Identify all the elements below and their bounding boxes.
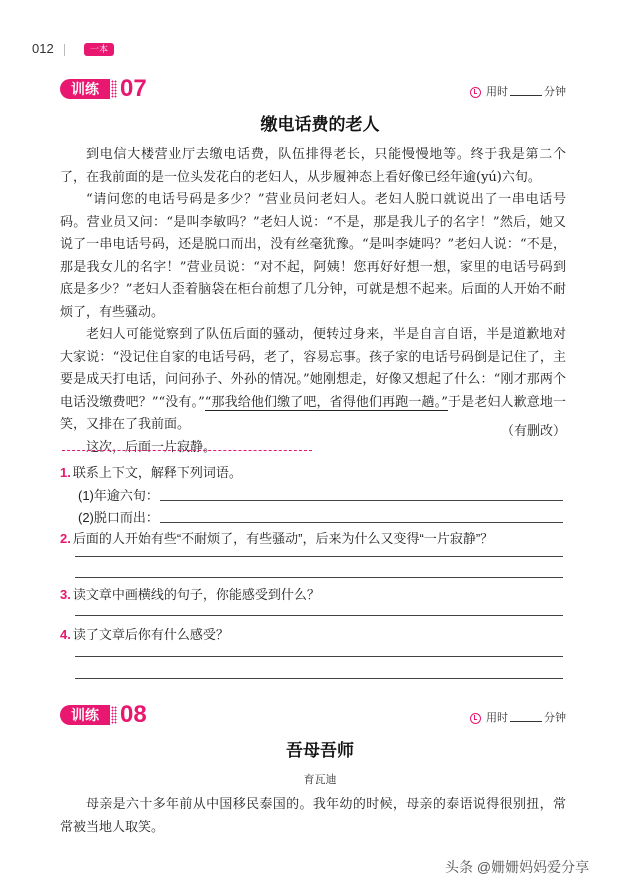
header-tag: 一本 [84, 43, 114, 56]
question-1-1 [78, 485, 159, 504]
question-3 [60, 584, 320, 603]
timer-07 [470, 83, 566, 99]
article-title: 缴电话费的老人 [260, 115, 380, 135]
answer-line[interactable] [75, 556, 563, 557]
clock-icon [470, 713, 481, 724]
question-1 [60, 462, 242, 481]
question-number: 2. [60, 531, 71, 546]
question-number: 4. [60, 627, 71, 642]
underlined-sentence: “那我给他们缴了吧，省得他们再跑一趟。” [204, 394, 448, 410]
section-divider [62, 450, 312, 451]
badge-label: 训练 [60, 705, 110, 725]
watermark: 头条 @姗姗妈妈爱分享 [445, 859, 590, 875]
question-text: (2)脱口而出： [78, 510, 159, 525]
timer-label: 用时 [486, 86, 508, 98]
badge-label: 训练 [60, 79, 110, 99]
question-text: 联系上下文，解释下列词语。 [72, 465, 242, 480]
exercise-badge-07 [60, 75, 170, 102]
exercise-badge-08 [60, 701, 170, 728]
badge-number: 07 [120, 75, 147, 102]
timer-blank[interactable] [510, 711, 542, 722]
answer-line[interactable] [160, 522, 563, 523]
paragraph-3 [60, 324, 566, 437]
paragraph-2: “请问您的电话号码是多少？”营业员问老妇人。老妇人脱口就说出了一串电话号码。营业员又问：“是叫李敏吗？”老妇人说：“不是，那是我儿子的名字！”然后，她又说了一串电话号码，还是脱口而出，没有丝毫犹豫。“是叫李婕吗？”老妇人说：“不是，那是我女儿的名字！”营业员说：“对不起，阿姨！您再好好想一想，家里的电话号码到底是多少？”老妇人歪着脑袋在柜台前想了几分钟，可就是想不起来。后面的人开始不耐烦了，有些骚动。 [60, 192, 566, 320]
question-text: 后面的人开始有些“不耐烦了，有些骚动”，后来为什么又变得“一片寂静”？ [72, 531, 494, 546]
article-title-2: 吾母吾师 [286, 741, 354, 761]
timer-blank[interactable] [510, 85, 542, 96]
article-body-2 [60, 794, 566, 839]
timer-08 [470, 709, 566, 725]
timer-unit: 分钟 [544, 86, 566, 98]
paragraph-3-text: 老妇人可能觉察到了队伍后面的骚动，便转过身来，半是自言自语，半是道歉地对大家说：“没记住自家的电话号码，老了，容易忘事。孩子家的电话号码倒是记住了，主要是成天打电话，问问孙子、外孙的情况。”她刚想走，好像又想起了什么：“刚才那两个电话没缴费吧？”“没有。” [60, 327, 566, 410]
answer-line[interactable] [160, 500, 563, 501]
paragraph-3-end: 于是老妇人歉意地一笑，又排在了我前面。 [60, 394, 566, 432]
question-4 [60, 624, 229, 643]
answer-line[interactable] [75, 656, 563, 657]
source-note: （有删改） [500, 424, 566, 439]
question-number: 3. [60, 587, 71, 602]
paragraph-1: 到电信大楼营业厅去缴电话费，队伍排得老长，只能慢慢地等。终于我是第二个了，在我前面的是一位头发花白的老妇人，从步履神态上看好像已经年逾(yú)六旬。 [60, 147, 566, 185]
header-divider [64, 44, 65, 56]
question-text: (1)年逾六旬： [78, 488, 159, 503]
timer-label: 用时 [486, 712, 508, 724]
answer-line[interactable] [75, 615, 563, 616]
page-number: 012 [32, 41, 54, 56]
badge-dots [111, 80, 117, 98]
clock-icon [470, 87, 481, 98]
timer-unit: 分钟 [544, 712, 566, 724]
answer-line[interactable] [75, 678, 563, 679]
paragraph-1: 母亲是六十多年前从中国移民泰国的。我年幼的时候，母亲的泰语说得很别扭，常常被当地人取笑。 [60, 797, 566, 835]
question-1-2 [78, 507, 159, 526]
paragraph-4: 这次，后面一片寂静。 [86, 439, 217, 455]
question-number: 1. [60, 465, 71, 480]
author: 育瓦迪 [303, 773, 337, 786]
answer-line[interactable] [75, 577, 563, 578]
badge-dots [111, 706, 117, 724]
article-body [60, 144, 566, 459]
question-text: 读了文章后你有什么感受？ [72, 627, 229, 642]
question-text: 读文章中画横线的句子，你能感受到什么？ [72, 587, 320, 602]
question-2 [60, 528, 493, 547]
badge-number: 08 [120, 701, 147, 728]
